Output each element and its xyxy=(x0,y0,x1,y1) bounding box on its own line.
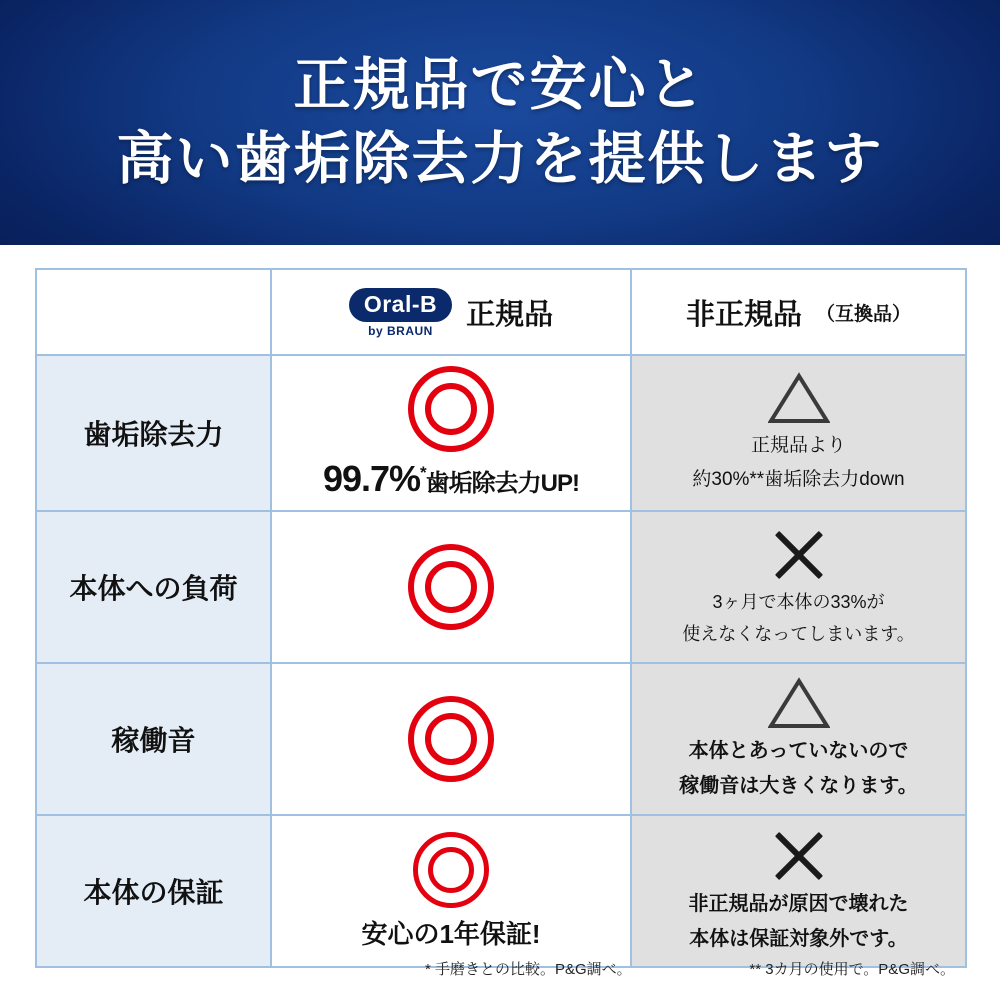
fake-note-line1: 正規品より xyxy=(750,435,846,457)
fake-note-line2: 約30%**歯垢除去力down xyxy=(692,469,905,490)
footnote-left: * 手磨きとの比較。P&G調べ。 xyxy=(425,961,632,978)
plaque-removal-stat xyxy=(323,458,579,500)
oral-b-logo-icon xyxy=(349,288,452,337)
cross-icon xyxy=(771,527,827,583)
cell-genuine-plaque-removal xyxy=(271,355,631,511)
double-circle-icon xyxy=(408,366,494,452)
row-label-handle-load: 本体への負荷 xyxy=(36,511,271,663)
fake-note-line2: 本体は保証対象外です。 xyxy=(689,928,908,950)
footnote-right: ** 3カ月の使用で。P&G調べ。 xyxy=(749,961,955,978)
header-genuine-label: 正規品 xyxy=(466,298,554,331)
cell-fake-handle-load xyxy=(631,511,966,663)
stat-footnote-marker: * xyxy=(420,463,426,482)
comparison-table xyxy=(35,268,967,968)
cell-fake-operating-noise xyxy=(631,663,966,815)
fake-note-line2: 稼働音は大きくなります。 xyxy=(679,775,918,797)
banner-headline-line1: 正規品で安心と xyxy=(293,52,707,117)
table-row xyxy=(36,815,966,967)
cell-fake-plaque-removal xyxy=(631,355,966,511)
banner-headline-line2: 高い歯垢除去力を提供します xyxy=(116,126,884,191)
fake-note-line1: 3ヶ月で本体の33%が xyxy=(712,591,885,612)
header-fake-cell xyxy=(631,269,966,355)
row-label-plaque-removal: 歯垢除去力 xyxy=(36,355,271,511)
header-genuine-cell xyxy=(271,269,631,355)
triangle-icon xyxy=(768,372,830,426)
table-row xyxy=(36,663,966,815)
fake-note-line1: 非正規品が原因で壊れた xyxy=(688,893,909,915)
fake-note-line2: 使えなくなってしまいます。 xyxy=(682,624,915,644)
header-blank-cell xyxy=(36,269,271,355)
header-fake-label: 非正規品 xyxy=(685,298,802,331)
table-row xyxy=(36,511,966,663)
header-banner xyxy=(0,0,1000,245)
double-circle-icon xyxy=(413,832,489,908)
oral-b-wordmark: Oral-B xyxy=(349,288,452,322)
footnotes xyxy=(35,958,965,979)
header-fake-label-sub: （互換品） xyxy=(816,303,912,325)
double-circle-icon xyxy=(408,696,494,782)
triangle-icon xyxy=(768,677,830,731)
cell-fake-warranty xyxy=(631,815,966,967)
fake-note-line1: 本体とあっていないので xyxy=(688,740,909,762)
cell-genuine-operating-noise xyxy=(271,663,631,815)
stat-tail: 歯垢除去力UP! xyxy=(425,470,580,497)
warranty-text: 安心の1年保証! xyxy=(361,918,541,949)
double-circle-icon xyxy=(408,544,494,630)
row-label-warranty: 本体の保証 xyxy=(36,815,271,967)
table-row xyxy=(36,355,966,511)
stat-value: 99.7% xyxy=(322,458,421,499)
cell-genuine-warranty xyxy=(271,815,631,967)
table-header-row xyxy=(36,269,966,355)
cross-icon xyxy=(771,828,827,884)
row-label-operating-noise: 稼働音 xyxy=(36,663,271,815)
cell-genuine-handle-load xyxy=(271,511,631,663)
braun-wordmark: by BRAUN xyxy=(368,323,433,338)
